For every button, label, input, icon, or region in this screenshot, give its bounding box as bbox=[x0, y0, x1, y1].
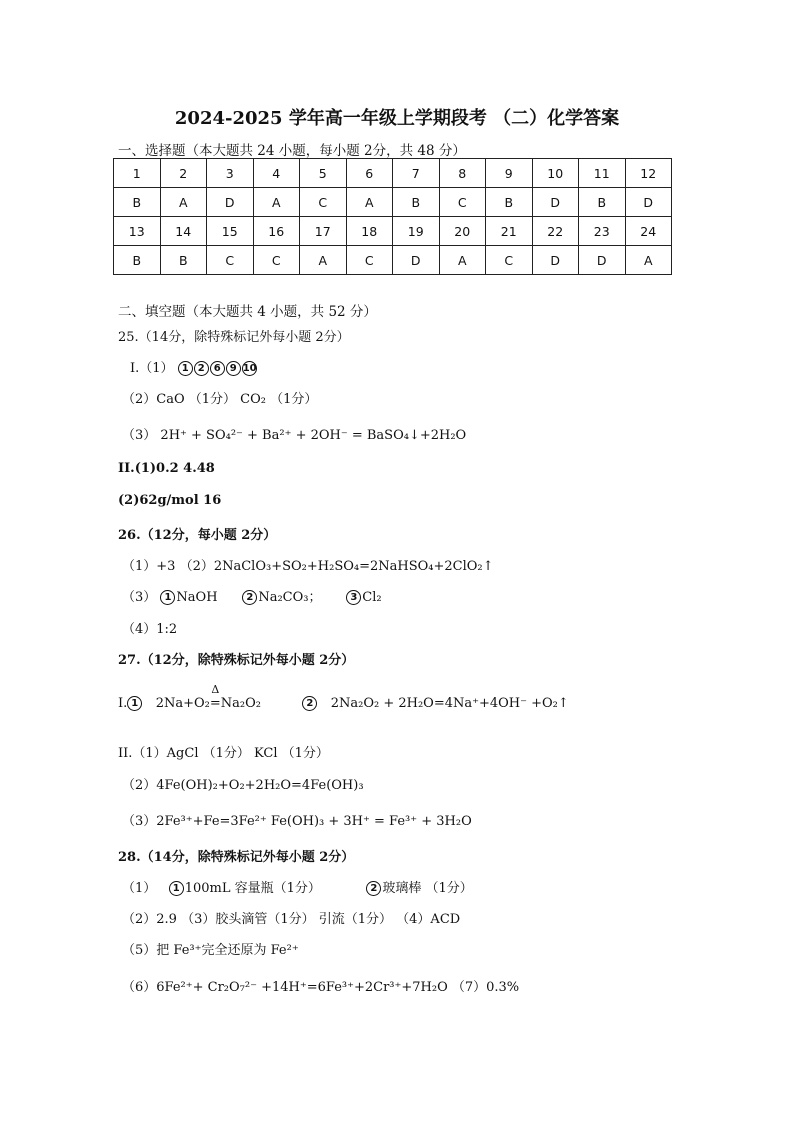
circled-number-1: 1 bbox=[160, 590, 175, 605]
question-number-cell: 21 bbox=[486, 217, 533, 246]
page-title: 2024-2025 学年高一年级上学期段考 （二）化学答案 bbox=[174, 108, 620, 129]
q26-l1: （1）+3 （2）2NaClO₃+SO₂+H₂SO₄=2NaHSO₄+2ClO₂↑ bbox=[122, 559, 494, 574]
q28-heading: 28.（14分，除特殊标记外每小题 2分） bbox=[118, 850, 355, 865]
question-number-cell: 7 bbox=[393, 159, 440, 188]
q28-l1-prefix: （1） bbox=[122, 881, 157, 896]
q28-l4: （6）6Fe²⁺+ Cr₂O₇²⁻ +14H⁺=6Fe³⁺+2Cr³⁺+7H₂O （7）0.3% bbox=[122, 980, 520, 995]
question-number-cell: 16 bbox=[253, 217, 300, 246]
answer-cell: D bbox=[579, 246, 626, 275]
q25-i2: （2）CaO （1分） CO₂ （1分） bbox=[122, 392, 318, 407]
q26-l3: （4）1:2 bbox=[122, 622, 178, 637]
question-number-cell: 19 bbox=[393, 217, 440, 246]
heat-delta: Δ bbox=[211, 683, 220, 696]
circled-number-2: 2 bbox=[302, 696, 317, 711]
question-number-cell: 6 bbox=[346, 159, 393, 188]
answer-cell: C bbox=[439, 188, 486, 217]
q28-l1 bbox=[122, 877, 473, 896]
question-number-cell: 22 bbox=[532, 217, 579, 246]
question-number-cell: 4 bbox=[253, 159, 300, 188]
question-number-cell: 14 bbox=[160, 217, 207, 246]
circled-number-9: 9 bbox=[226, 361, 241, 376]
q25-heading: 25.（14分，除特殊标记外每小题 2分） bbox=[118, 330, 350, 345]
q25-i1 bbox=[130, 357, 258, 376]
circled-number-2: 2 bbox=[366, 881, 381, 896]
question-number-cell: 1 bbox=[114, 159, 161, 188]
section-fill-heading: 二、填空题（本大题共 4 小题，共 52 分） bbox=[118, 304, 377, 320]
circled-number-1: 1 bbox=[178, 361, 193, 376]
answer-cell: B bbox=[486, 188, 533, 217]
q26-heading: 26.（12分，每小题 2分） bbox=[118, 528, 277, 543]
answer-cell: C bbox=[346, 246, 393, 275]
answer-cell: B bbox=[114, 188, 161, 217]
answer-cell: A bbox=[625, 246, 672, 275]
question-number-cell: 13 bbox=[114, 217, 161, 246]
q26-l2-prefix: （3） bbox=[122, 590, 157, 605]
q25-i1-prefix: I.（1） bbox=[130, 361, 174, 376]
circled-number-1: 1 bbox=[127, 696, 142, 711]
q27-heading: 27.（12分，除特殊标记外每小题 2分） bbox=[118, 653, 355, 668]
q26-l2-b: Na₂CO₃； bbox=[258, 590, 322, 605]
q27-eq1-right: Na₂O₂ bbox=[220, 696, 261, 711]
q25-ii1: II.(1)0.2 4.48 bbox=[118, 461, 215, 476]
question-number-cell: 9 bbox=[486, 159, 533, 188]
answer-cell: D bbox=[532, 246, 579, 275]
question-number-cell: 10 bbox=[532, 159, 579, 188]
answer-cell: D bbox=[532, 188, 579, 217]
circled-number-2: 2 bbox=[194, 361, 209, 376]
answer-cell: A bbox=[439, 246, 486, 275]
answer-cell: A bbox=[300, 246, 347, 275]
answer-row bbox=[114, 246, 672, 275]
q27-ii3: （3）2Fe³⁺+Fe=3Fe²⁺ Fe(OH)₃ + 3H⁺ = Fe³⁺ + 3H₂O bbox=[122, 814, 472, 829]
question-number-cell: 17 bbox=[300, 217, 347, 246]
circled-number-1: 1 bbox=[169, 881, 184, 896]
q25-i3-prefix: （3） bbox=[122, 428, 157, 443]
q26-l2 bbox=[122, 586, 382, 605]
q28-l1-b: 玻璃棒 （1分） bbox=[382, 881, 473, 896]
question-number-cell: 23 bbox=[579, 217, 626, 246]
answer-cell: A bbox=[160, 188, 207, 217]
q25-i3 bbox=[122, 424, 466, 443]
answer-cell: B bbox=[393, 188, 440, 217]
q27-eq1-sign: = bbox=[209, 696, 221, 711]
answer-cell: C bbox=[253, 246, 300, 275]
q27-i bbox=[118, 683, 569, 711]
answer-cell: D bbox=[393, 246, 440, 275]
section-choice-heading: 一、选择题（本大题共 24 小题，每小题 2分，共 48 分） bbox=[118, 143, 466, 159]
circled-number-3: 3 bbox=[346, 590, 361, 605]
q27-ii2: （2）4Fe(OH)₂+O₂+2H₂O=4Fe(OH)₃ bbox=[122, 778, 364, 793]
answer-cell: B bbox=[114, 246, 161, 275]
q26-l2-a: NaOH bbox=[176, 590, 218, 605]
q27-eq2: 2Na₂O₂ + 2H₂O=4Na⁺+4OH⁻ +O₂↑ bbox=[330, 696, 569, 711]
question-number-cell: 2 bbox=[160, 159, 207, 188]
answer-cell: C bbox=[300, 188, 347, 217]
answer-cell: B bbox=[160, 246, 207, 275]
q27-i-prefix: I. bbox=[118, 696, 128, 711]
answer-cell: B bbox=[579, 188, 626, 217]
q28-l1-a: 100mL 容量瓶（1分） bbox=[184, 881, 321, 896]
question-number-cell: 18 bbox=[346, 217, 393, 246]
q28-l2: （2）2.9 （3）胶头滴管（1分） 引流（1分） （4）ACD bbox=[122, 912, 461, 927]
answer-row bbox=[114, 188, 672, 217]
question-number-cell: 12 bbox=[625, 159, 672, 188]
answer-cell: A bbox=[346, 188, 393, 217]
circled-number-6: 6 bbox=[210, 361, 225, 376]
question-number-cell: 11 bbox=[579, 159, 626, 188]
q25-ii2: (2)62g/mol 16 bbox=[118, 493, 222, 508]
q28-l3: （5）把 Fe³⁺完全还原为 Fe²⁺ bbox=[122, 943, 299, 958]
circled-number-2: 2 bbox=[242, 590, 257, 605]
q26-l2-c: Cl₂ bbox=[362, 590, 382, 605]
question-number-row bbox=[114, 217, 672, 246]
question-number-cell: 5 bbox=[300, 159, 347, 188]
question-number-row bbox=[114, 159, 672, 188]
question-number-cell: 15 bbox=[207, 217, 254, 246]
question-number-cell: 8 bbox=[439, 159, 486, 188]
answer-cell: D bbox=[625, 188, 672, 217]
answer-cell: A bbox=[253, 188, 300, 217]
q27-ii1: II.（1）AgCl （1分） KCl （1分） bbox=[118, 746, 329, 761]
answer-table bbox=[113, 158, 672, 275]
q25-i3-equation: 2H⁺ + SO₄²⁻ + Ba²⁺ + 2OH⁻ = BaSO₄↓+2H₂O bbox=[160, 428, 467, 443]
q27-eq1-left: 2Na+O₂ bbox=[155, 696, 210, 711]
answer-cell: D bbox=[207, 188, 254, 217]
answer-cell: C bbox=[207, 246, 254, 275]
question-number-cell: 20 bbox=[439, 217, 486, 246]
circled-number-10: 10 bbox=[242, 363, 257, 374]
question-number-cell: 3 bbox=[207, 159, 254, 188]
question-number-cell: 24 bbox=[625, 217, 672, 246]
answer-cell: C bbox=[486, 246, 533, 275]
q25-i1-items bbox=[178, 361, 258, 376]
q27-eq1-condition bbox=[209, 683, 221, 711]
